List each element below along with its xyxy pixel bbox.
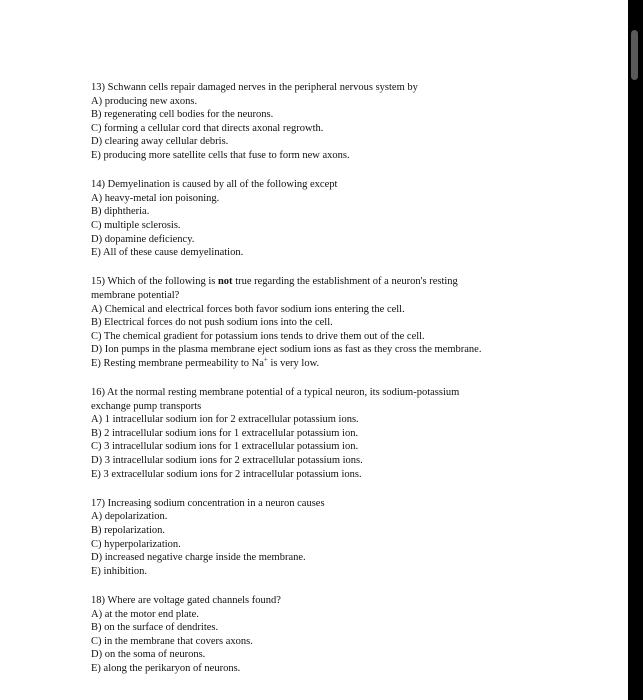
question-17-option-d: D) increased negative charge inside the membrane. (91, 552, 306, 564)
question-14 (91, 178, 611, 260)
question-14-option-d: D) dopamine deficiency. (91, 233, 195, 245)
question-14-option-e: E) All of these cause demyelination. (91, 247, 244, 259)
question-13 (91, 81, 611, 163)
question-16-option-e: E) 3 extracellular sodium ions for 2 intracellular potassium ions. (91, 468, 362, 480)
question-17 (91, 497, 611, 579)
question-17-option-c: C) hyperpolarization. (91, 538, 181, 550)
question-18-option-d: D) on the soma of neurons. (91, 649, 206, 661)
question-13-option-b: B) regenerating cell bodies for the neurons. (91, 109, 274, 121)
question-15-text-before: Which of the following is (107, 276, 218, 288)
scrollbar-thumb[interactable] (631, 30, 638, 80)
question-17-option-e: E) inhibition. (91, 565, 147, 577)
question-14-text: Demyelination is caused by all of the following except (107, 179, 338, 191)
question-17-option-a: A) depolarization. (91, 511, 168, 523)
question-15-emphasis: not (217, 276, 233, 288)
question-15-text-after: true regarding the establishment of a neuron's resting (232, 276, 458, 288)
question-17-stem (91, 497, 611, 511)
question-17-text: Increasing sodium concentration in a neuron causes (107, 497, 325, 509)
question-16 (91, 386, 611, 481)
question-17-option-b: B) repolarization. (91, 525, 166, 536)
question-14-stem (91, 178, 611, 192)
question-15-option-e (91, 357, 611, 371)
question-13-stem (91, 81, 611, 95)
question-15-number: 15) (91, 276, 105, 288)
question-14-number: 14) (91, 179, 105, 191)
question-13-number: 13) (91, 82, 105, 93)
question-15-option-d: D) Ion pumps in the plasma membrane eject sodium ions as fast as they cross the membrane. (91, 344, 482, 356)
question-13-option-d: D) clearing away cellular debris. (91, 136, 229, 148)
question-18-option-b: B) on the surface of dendrites. (91, 622, 219, 634)
question-16-stem (91, 386, 611, 400)
question-14-option-b: B) diphtheria. (91, 206, 150, 218)
question-17-number: 17) (91, 497, 105, 509)
sodium-charge-superscript: + (263, 355, 268, 364)
question-16-number: 16) (91, 387, 105, 399)
question-16-option-c: C) 3 intracellular sodium ions for 1 extracellular potassium ion. (91, 441, 359, 453)
question-15-option-a: A) Chemical and electrical forces both favor sodium ions entering the cell. (91, 303, 405, 315)
question-18-option-e: E) along the perikaryon of neurons. (91, 662, 241, 674)
question-18-stem (91, 594, 611, 608)
question-15-option-b: B) Electrical forces do not push sodium ions into the cell. (91, 317, 333, 329)
question-18-option-c: C) in the membrane that covers axons. (91, 635, 253, 647)
question-18-option-a: A) at the motor end plate. (91, 608, 199, 620)
question-14-option-a: A) heavy-metal ion poisoning. (91, 192, 220, 204)
question-16-option-a: A) 1 intracellular sodium ion for 2 extracellular potassium ions. (91, 414, 359, 426)
vertical-scrollbar[interactable] (628, 0, 643, 700)
question-18 (91, 594, 611, 676)
question-16-stem-line2: exchange pump transports (91, 400, 202, 412)
question-13-option-c: C) forming a cellular cord that directs axonal regrowth. (91, 122, 324, 134)
question-18-number: 18) (91, 594, 105, 606)
question-15-option-e-text-after: is very low. (267, 357, 320, 369)
question-15-option-e-text: E) Resting membrane permeability to Na (91, 357, 264, 369)
question-13-option-e: E) producing more satellite cells that fuse to form new axons. (91, 149, 350, 161)
question-15-stem (91, 275, 611, 289)
question-16-text: At the normal resting membrane potential of a typical neuron, its sodium-potassium (107, 387, 460, 399)
question-16-option-b: B) 2 intracellular sodium ions for 1 extracellular potassium ion. (91, 427, 359, 439)
question-13-text: Schwann cells repair damaged nerves in the peripheral nervous system by (107, 82, 418, 93)
question-16-option-d: D) 3 intracellular sodium ions for 2 extracellular potassium ions. (91, 455, 363, 467)
question-18-text: Where are voltage gated channels found? (107, 594, 281, 606)
question-13-option-a: A) producing new axons. (91, 95, 198, 107)
question-14-option-c: C) multiple sclerosis. (91, 219, 181, 231)
question-15 (91, 275, 611, 370)
question-15-option-c: C) The chemical gradient for potassium ions tends to drive them out of the cell. (91, 330, 425, 342)
question-15-stem-line2: membrane potential? (91, 289, 180, 301)
question-list (91, 81, 611, 691)
